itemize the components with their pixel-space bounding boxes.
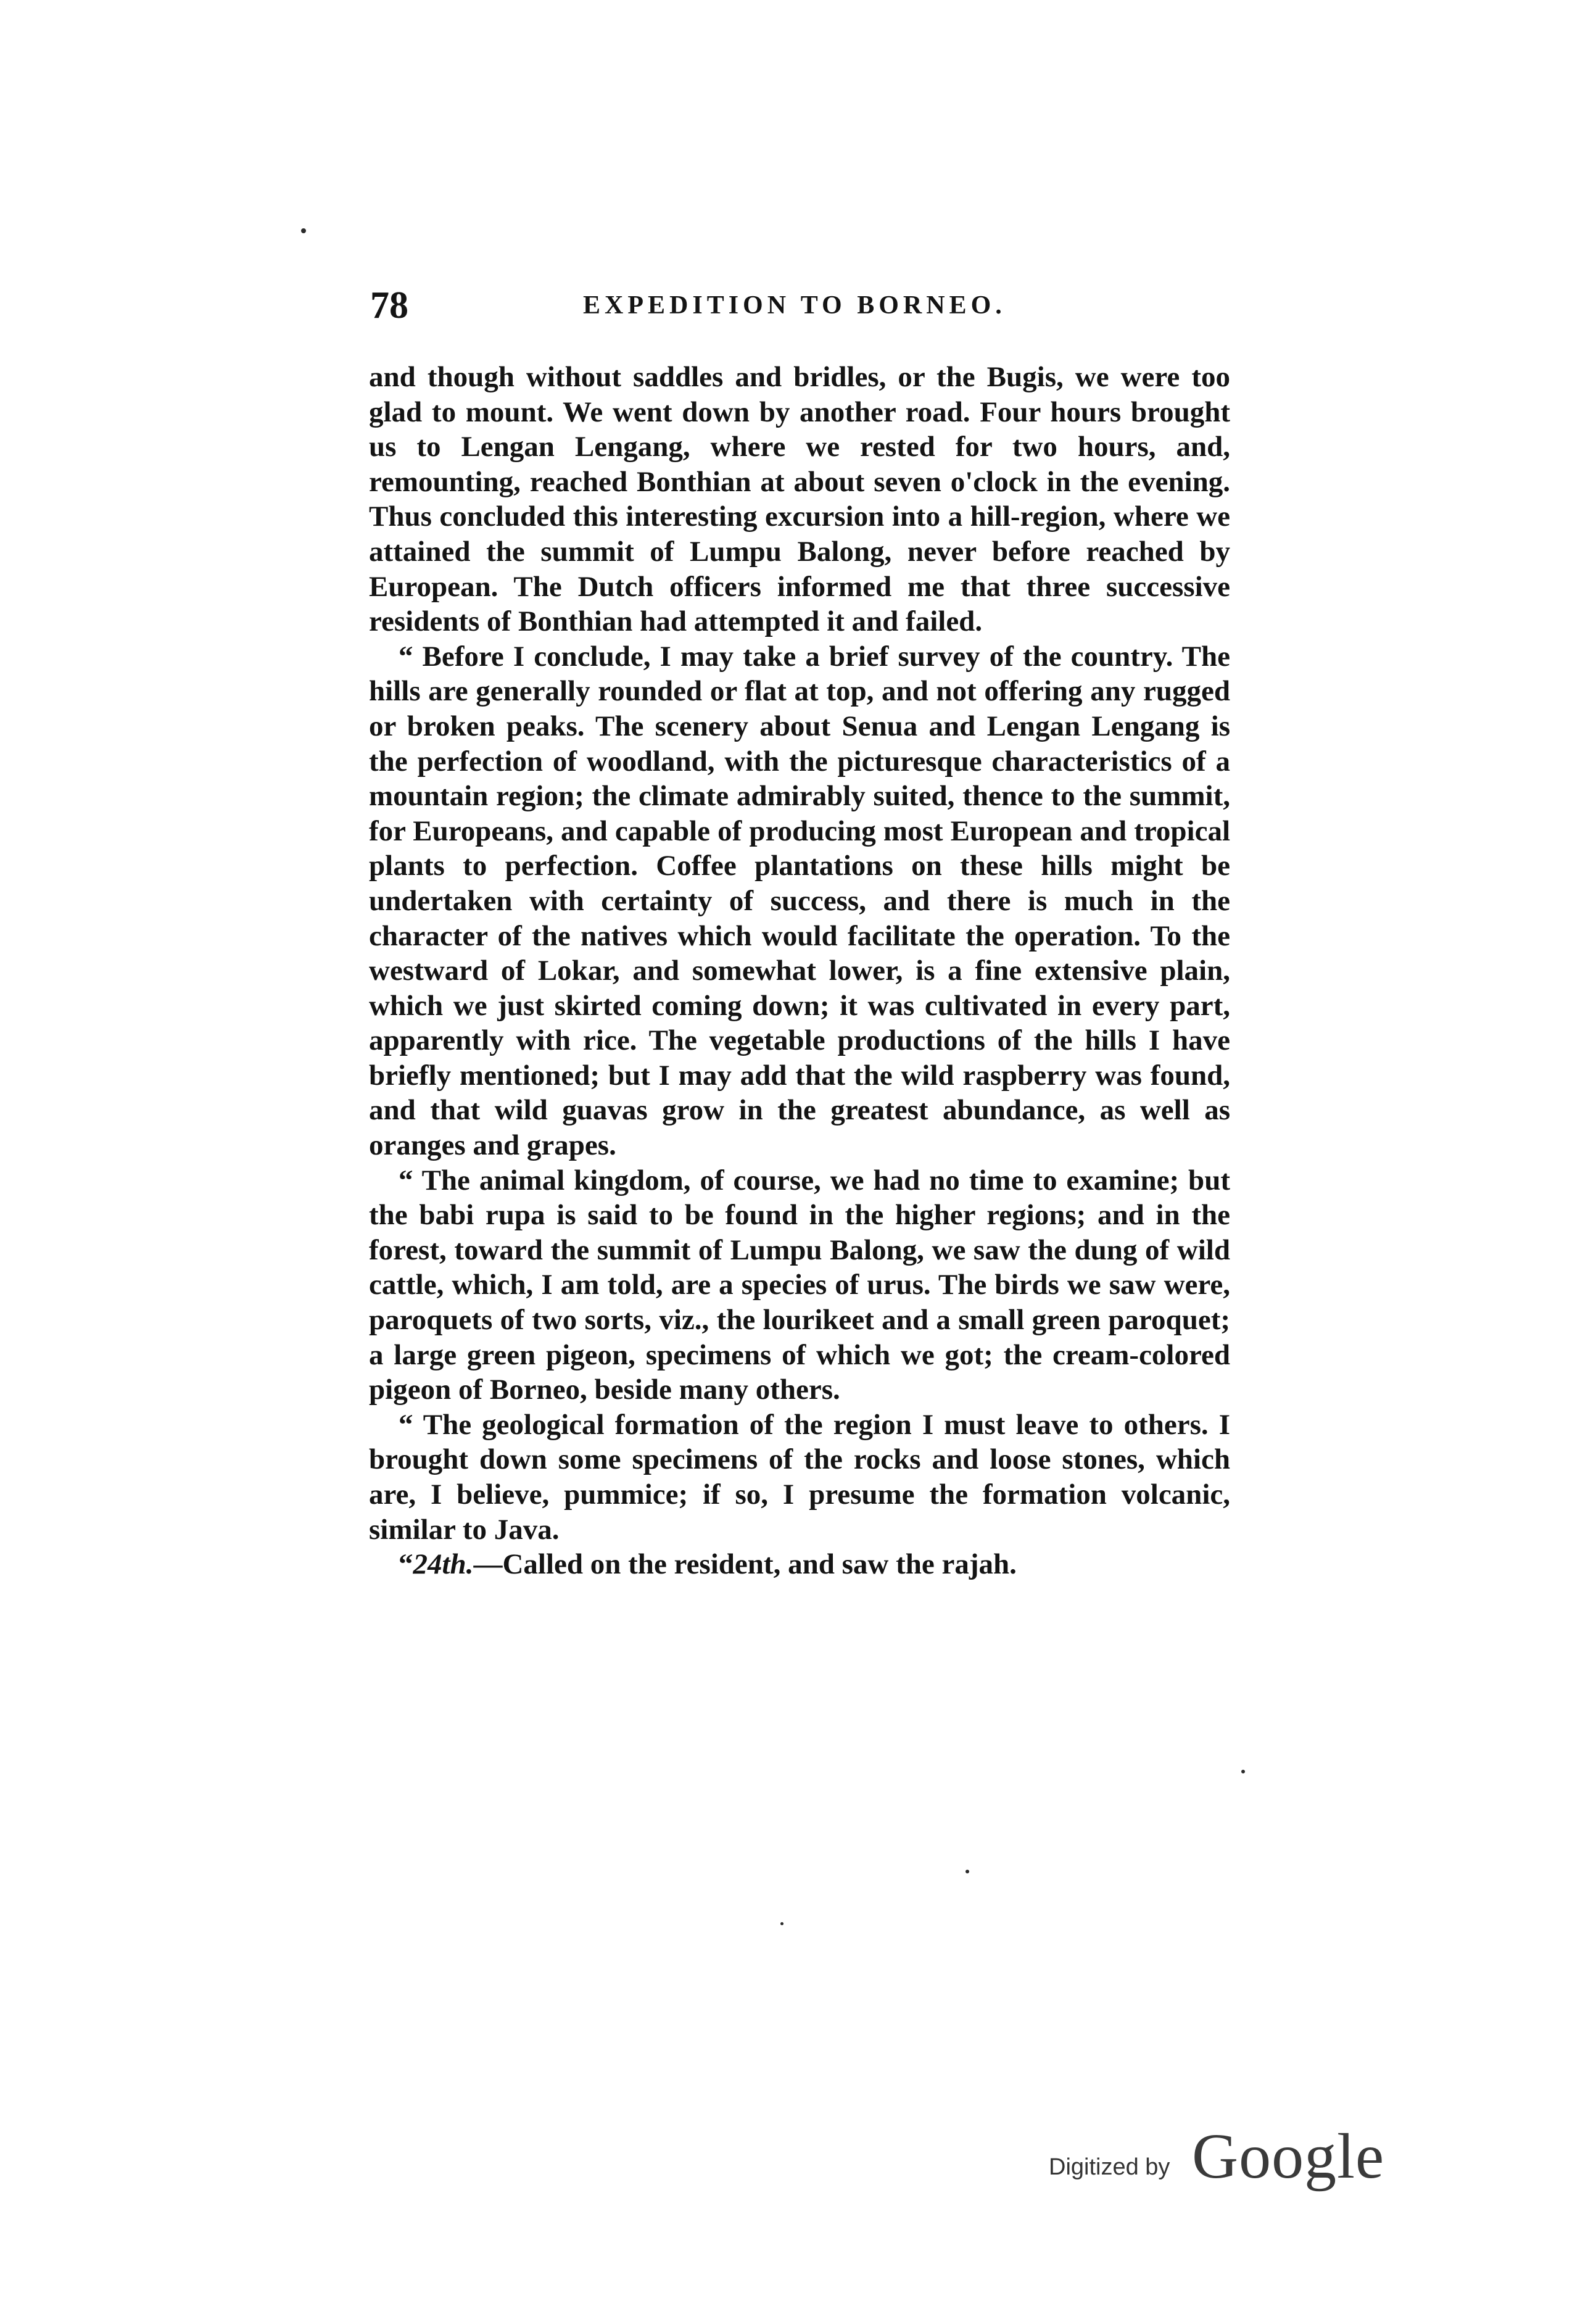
google-watermark xyxy=(1049,2120,1394,2194)
scan-speck xyxy=(301,228,306,233)
scan-speck xyxy=(1241,1770,1245,1773)
page-header xyxy=(370,281,1234,330)
watermark-prefix: Digitized by xyxy=(1049,2154,1170,2180)
scan-speck xyxy=(965,1870,969,1873)
page-number: 78 xyxy=(370,284,408,326)
running-head: EXPEDITION TO BORNEO. xyxy=(583,291,1006,320)
diary-entry xyxy=(369,1547,1230,1582)
open-quote: “ xyxy=(399,1548,413,1581)
entry-date: 24th. xyxy=(413,1548,474,1581)
paragraph: “ Before I conclude, I may take a brief survey of the country. The hills are generally rounded or flat at top, and not offering any rugged or broken peaks. The scenery about Senua and Lengan Lengang is the perfection of woodland, with the picturesque characteristics of a mountain region; the climate admirably suited, thence to the summit, for Europeans, and capable of producing most European and tropical plants to perfection. Coffee plantations on these hills might be undertaken with certainty of success, and there is much in the character of the natives which would facilitate the operation. To the westward of Lokar, and somewhat lower, is a fine extensive plain, which we just skirted coming down; it was cultivated in every part, apparently with rice. The vegetable productions of the hills I have briefly mentioned; but I may add that the wild raspberry was found, and that wild guavas grow in the greatest abundance, as well as oranges and grapes. xyxy=(369,640,1230,1162)
paragraph: “ The animal kingdom, of course, we had no time to examine; but the babi rupa is said to be found in the higher regions; and in the forest, toward the summit of Lumpu Balong, we saw the dung of wild cattle, which, I am told, are a species of urus. The birds we saw were, paroquets of two sorts, viz., the lourikeet and a small green paroquet; a large green pigeon, specimens of which we got; the cream-colored pigeon of Borneo, beside many others. xyxy=(369,1164,1230,1406)
paragraph: and though without saddles and bridles, or the Bugis, we were too glad to mount. We went down by another road. Four hours brought us to Lengan Lengang, where we rested for two hours, and, remounting, reached Bonthian at about seven o'clock in the evening. Thus concluded this interesting excursion into a hill-region, where we attained the summit of Lumpu Balong, never before reached by European. The Dutch officers informed me that three successive residents of Bonthian had attempted it and failed. xyxy=(369,361,1230,638)
entry-text: —Called on the resident, and saw the rajah. xyxy=(473,1548,1017,1581)
google-logo: Google xyxy=(1192,2121,1385,2192)
body-text xyxy=(369,360,1230,1582)
scan-speck xyxy=(780,1922,784,1925)
paragraph: “ The geological formation of the region I must leave to others. I brought down some specimens of the rocks and loose stones, which are, I believe, pummice; if so, I presume the formation volcanic, similar to Java. xyxy=(369,1408,1230,1546)
